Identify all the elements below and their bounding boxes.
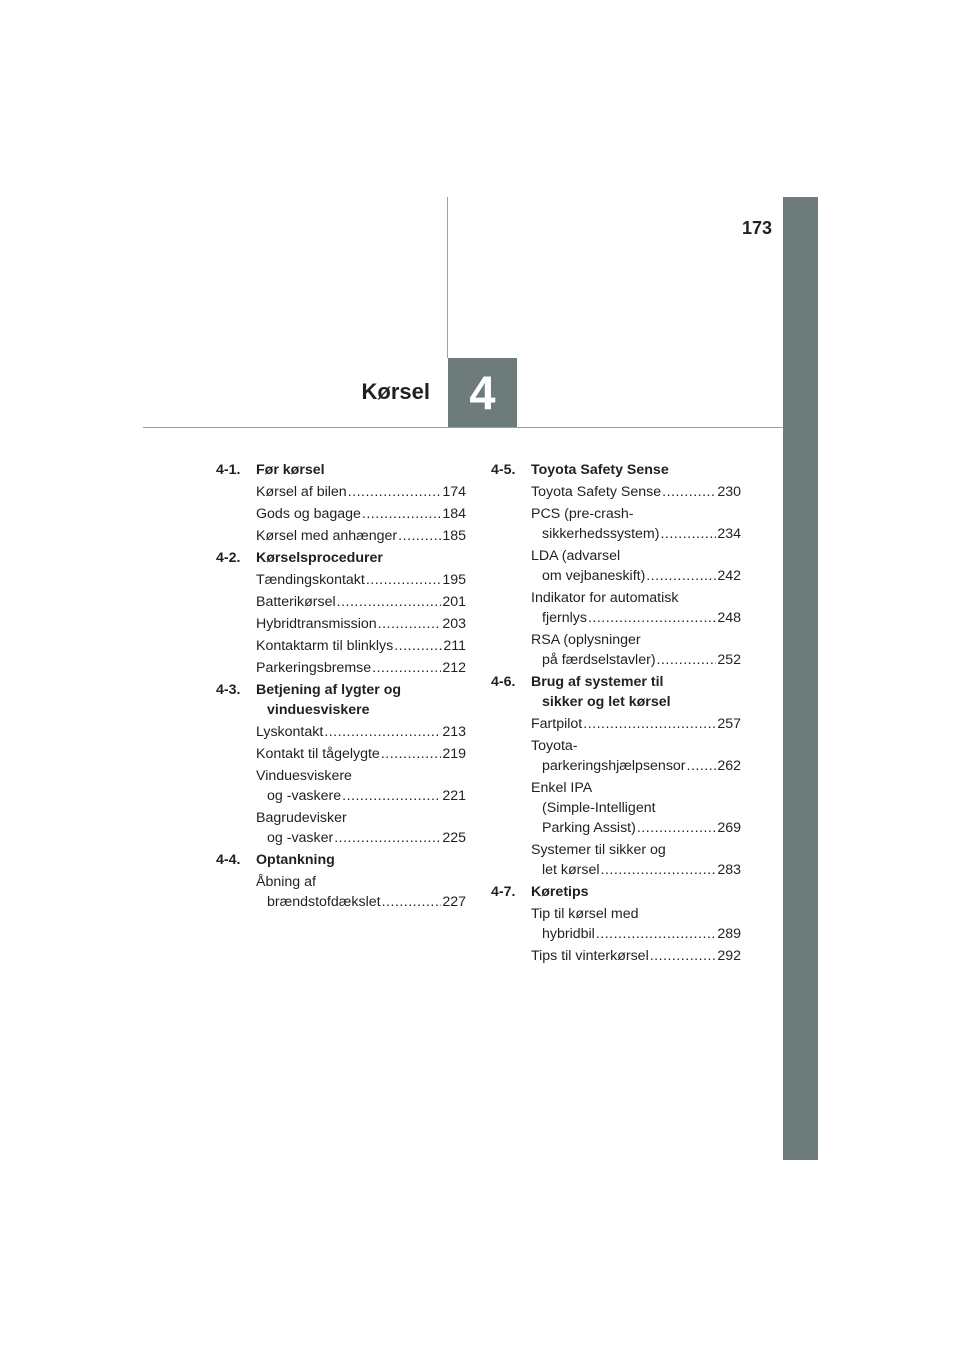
dot-leader (583, 714, 716, 734)
toc-section (491, 882, 741, 966)
toc-page-number: 225 (442, 830, 466, 846)
toc-entry-text: brændstofdækslet (267, 894, 381, 910)
toc-entry-line (256, 828, 466, 848)
dot-leader (601, 860, 717, 880)
toc-entry-line (256, 744, 466, 764)
toc-entry-text: Enkel IPA (531, 780, 593, 796)
toc-entry-line (531, 650, 741, 670)
toc-entry-text: Tændingskontakt (256, 572, 365, 588)
toc-entry[interactable] (256, 570, 466, 590)
toc-entry-text: Kørsel med anhænger (256, 528, 398, 544)
chapter-title: Kørsel (361, 379, 430, 404)
toc-entry-line (531, 904, 741, 924)
chapter-number: 4 (469, 366, 496, 419)
toc-entry-text: Bagrudevisker (256, 810, 347, 826)
toc-entry-line (256, 570, 466, 590)
dot-leader (687, 756, 717, 776)
toc-entry-text: Kontaktarm til blinklys (256, 638, 394, 654)
toc-entry[interactable] (256, 526, 466, 546)
toc-entry-line (256, 592, 466, 612)
section-title (531, 672, 741, 712)
toc-entry-line (256, 658, 466, 678)
section-number: 4-4. (216, 852, 241, 868)
dot-leader (362, 504, 441, 524)
toc-page-number: 185 (442, 528, 466, 544)
toc-entry-line (531, 798, 741, 818)
toc-entry-text: Kørsel af bilen (256, 484, 347, 500)
toc-page-number: 201 (442, 594, 466, 610)
section-number: 4-6. (491, 674, 516, 690)
toc-entry-text: Tip til kørsel med (531, 906, 639, 922)
section-title (531, 460, 741, 480)
toc-entry-line (531, 630, 741, 650)
toc-page-number: 292 (717, 948, 741, 964)
toc-entry-text: og -vasker (267, 830, 334, 846)
toc-entry[interactable] (531, 546, 741, 586)
section-number: 4-5. (491, 462, 516, 478)
toc-section (216, 680, 466, 848)
toc-entry[interactable] (531, 946, 741, 966)
toc-page-number: 211 (443, 638, 466, 654)
toc-page-number: 221 (442, 788, 466, 804)
dot-leader (398, 526, 441, 546)
toc-entry-text: Fartpilot (531, 716, 583, 732)
toc-entry-text: hybridbil (542, 926, 595, 942)
section-title (256, 850, 466, 870)
toc-entry[interactable] (256, 766, 466, 806)
toc-entry-text: PCS (pre-crash- (531, 506, 634, 522)
toc-entry[interactable] (531, 904, 741, 944)
toc-page-number: 212 (442, 660, 466, 676)
toc-entry[interactable] (256, 658, 466, 678)
toc-entry-text: Indikator for automatisk (531, 590, 679, 606)
section-title-line: vinduesviskere (267, 702, 370, 718)
dot-leader (646, 566, 716, 586)
section-title-line: sikker og let kørsel (542, 694, 671, 710)
toc-page-number: 252 (717, 652, 741, 668)
section-number: 4-1. (216, 462, 241, 478)
toc-entry-line (531, 818, 741, 838)
dot-leader (382, 892, 442, 912)
toc-entry-text: RSA (oplysninger (531, 632, 641, 648)
page-number: 173 (741, 218, 772, 238)
section-title (531, 882, 741, 902)
header-horizontal-rule (143, 427, 783, 428)
toc-entry-line (256, 504, 466, 524)
toc-entry-line (531, 504, 741, 524)
toc-entry[interactable] (256, 636, 466, 656)
toc-page-number: 242 (717, 568, 741, 584)
toc-entry-text: på færdselstavler) (542, 652, 656, 668)
toc-entry-line (256, 872, 466, 892)
toc-entry-text: Parking Assist) (542, 820, 636, 836)
toc-entry-text: Toyota Safety Sense (531, 484, 662, 500)
toc-entry-line (531, 778, 741, 798)
toc-entry-text: Tips til vinterkørsel (531, 948, 649, 964)
toc-entry[interactable] (531, 630, 741, 670)
toc-page-number: 257 (717, 716, 741, 732)
toc-entry-line (531, 524, 741, 544)
toc-entry[interactable] (256, 808, 466, 848)
toc-page-number: 174 (442, 484, 466, 500)
toc-page-number: 213 (442, 724, 466, 740)
toc-entry-line (531, 756, 741, 776)
dot-leader (596, 924, 716, 944)
toc-entry-text: om vejbaneskift) (542, 568, 646, 584)
dot-leader (334, 828, 441, 848)
toc-section (491, 672, 741, 880)
toc-entry[interactable] (531, 840, 741, 880)
toc-page-number: 230 (717, 484, 741, 500)
toc-entry-text: Vinduesviskere (256, 768, 352, 784)
toc-page-number: 227 (442, 894, 466, 910)
dot-leader (342, 786, 441, 806)
toc-section (491, 460, 741, 670)
section-title (256, 680, 466, 720)
toc-entry[interactable] (256, 872, 466, 912)
toc-entry-line (531, 546, 741, 566)
toc-entry-line (531, 946, 741, 966)
toc-entry-line (531, 860, 741, 880)
section-title (256, 548, 466, 568)
toc-section (216, 460, 466, 546)
chapter-side-tab (783, 197, 818, 1160)
toc-page-number: 184 (442, 506, 466, 522)
toc-entry-text: Toyota- (531, 738, 578, 754)
toc-entry[interactable] (256, 592, 466, 612)
toc-entry-line (256, 722, 466, 742)
toc-entry-line (256, 636, 466, 656)
toc-page-number: 203 (442, 616, 466, 632)
toc-entry-line (531, 566, 741, 586)
toc-page-number: 195 (442, 572, 466, 588)
toc-page-number: 289 (717, 926, 741, 942)
dot-leader (588, 608, 716, 628)
section-title-line: Kørselsprocedurer (256, 550, 383, 566)
toc-entry-text: LDA (advarsel (531, 548, 621, 564)
dot-leader (337, 592, 442, 612)
dot-leader (657, 650, 717, 670)
header-vertical-rule (447, 197, 448, 358)
toc-entry[interactable] (531, 482, 741, 502)
dot-leader (394, 636, 442, 656)
dot-leader (381, 744, 442, 764)
dot-leader (637, 818, 717, 838)
toc-entry-text: og -vaskere (267, 788, 342, 804)
toc-entry-line (256, 808, 466, 828)
section-number: 4-7. (491, 884, 516, 900)
toc-entry[interactable] (531, 588, 741, 628)
toc-entry[interactable] (256, 614, 466, 634)
toc-entry-text: Gods og bagage (256, 506, 361, 522)
section-title-line: Før kørsel (256, 462, 325, 478)
toc-entry-line (256, 892, 466, 912)
toc-entry-line (256, 526, 466, 546)
toc-section (216, 850, 466, 912)
toc-entry-line (256, 786, 466, 806)
section-number: 4-3. (216, 682, 241, 698)
toc-entry-line (531, 482, 741, 502)
toc-page-number: 269 (717, 820, 741, 836)
dot-leader (324, 722, 441, 742)
toc-entry[interactable] (256, 744, 466, 764)
section-title-line: Køretips (531, 884, 589, 900)
toc-page-number: 219 (442, 746, 466, 762)
toc-entry[interactable] (256, 482, 466, 502)
toc-entry[interactable] (531, 504, 741, 544)
toc-page-number: 283 (717, 862, 741, 878)
toc-entry-text: Hybridtransmission (256, 616, 377, 632)
section-title-line: Betjening af lygter og (256, 682, 402, 698)
toc-entry-text: Systemer til sikker og (531, 842, 666, 858)
section-number: 4-2. (216, 550, 241, 566)
dot-leader (366, 570, 441, 590)
section-title-line: Toyota Safety Sense (531, 462, 669, 478)
toc-entry-text: fjernlys (542, 610, 587, 626)
toc-entry-text: Parkeringsbremse (256, 660, 372, 676)
toc-entry-line (256, 614, 466, 634)
toc-entry-line (531, 608, 741, 628)
dot-leader (660, 524, 716, 544)
toc-entry[interactable] (256, 722, 466, 742)
dot-leader (378, 614, 442, 634)
toc-entry-text: parkeringshjælpsensor (542, 758, 686, 774)
toc-entry-text: Åbning af (256, 874, 316, 890)
toc-page-number: 248 (717, 610, 741, 626)
toc-entry[interactable] (531, 736, 741, 776)
dot-leader (348, 482, 442, 502)
toc-column-left (216, 460, 466, 914)
section-title-line: Brug af systemer til (531, 674, 664, 690)
toc-entry-line (531, 588, 741, 608)
dot-leader (372, 658, 441, 678)
toc-entry[interactable] (256, 504, 466, 524)
toc-page-number: 262 (717, 758, 741, 774)
toc-entry-line (256, 482, 466, 502)
toc-page-number: 234 (717, 526, 741, 542)
toc-column-right (491, 460, 741, 968)
toc-entry-text: Batterikørsel (256, 594, 336, 610)
toc-entry-text: (Simple-Intelligent (542, 800, 656, 816)
toc-entry-line (531, 736, 741, 756)
dot-leader (650, 946, 717, 966)
toc-entry-text: Lyskontakt (256, 724, 324, 740)
toc-entry[interactable] (531, 714, 741, 734)
toc-entry-line (531, 924, 741, 944)
chapter-number-box (448, 358, 517, 427)
toc-entry[interactable] (531, 778, 741, 838)
section-title (256, 460, 466, 480)
toc-entry-line (256, 766, 466, 786)
toc-section (216, 548, 466, 678)
section-title-line: Optankning (256, 852, 335, 868)
toc-entry-text: sikkerhedssystem) (542, 526, 660, 542)
dot-leader (662, 482, 716, 502)
toc-entry-text: let kørsel (542, 862, 600, 878)
toc-entry-text: Kontakt til tågelygte (256, 746, 380, 762)
toc-entry-line (531, 714, 741, 734)
toc-entry-line (531, 840, 741, 860)
